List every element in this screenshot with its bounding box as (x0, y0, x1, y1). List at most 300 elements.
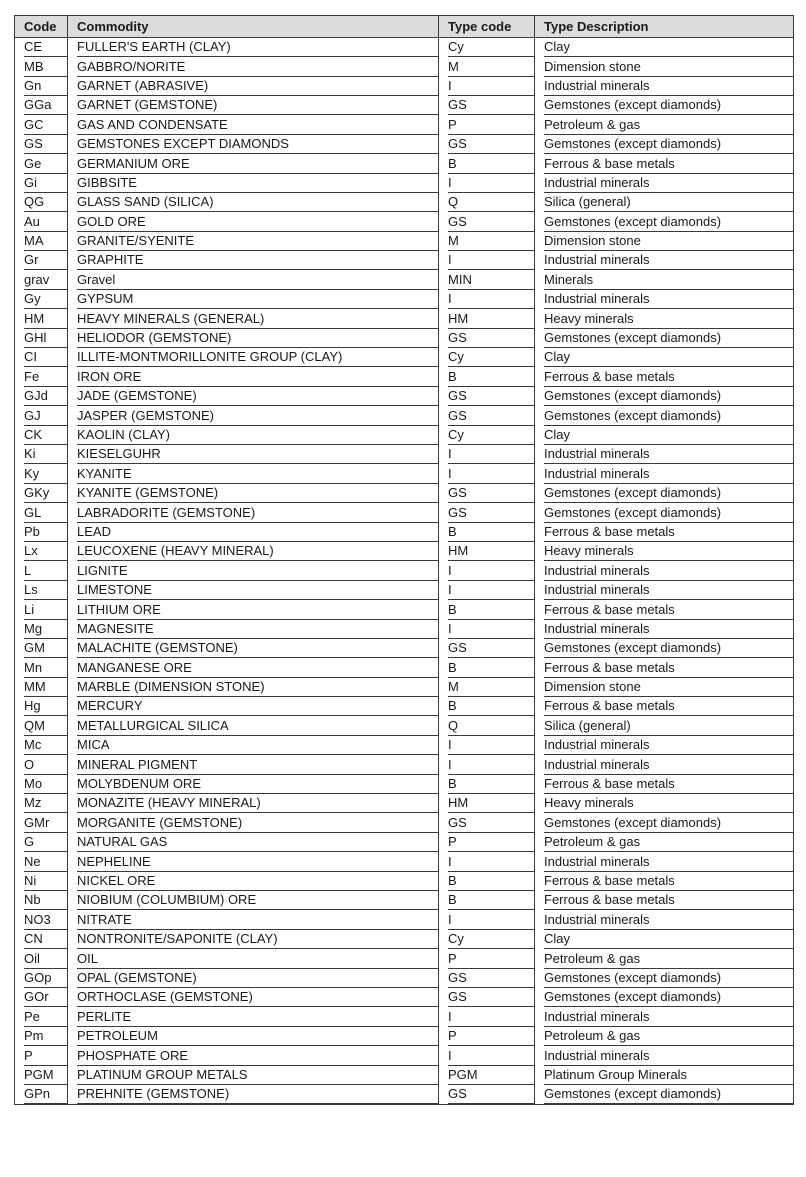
cell-type-code-text: GS (448, 96, 534, 115)
cell-commodity-text: IRON ORE (77, 368, 438, 387)
table-row (15, 600, 794, 619)
cell-type-description-text: Dimension stone (544, 232, 793, 251)
cell-code-text: CE (24, 38, 67, 57)
cell-type-code-text: GS (448, 639, 534, 658)
table-row (15, 484, 794, 503)
cell-type-code (439, 600, 535, 619)
cell-type-code (439, 736, 535, 755)
cell-type-code (439, 77, 535, 96)
cell-code-text: Gi (24, 174, 67, 193)
cell-type-code (439, 969, 535, 988)
cell-commodity (68, 639, 439, 658)
cell-code (15, 736, 68, 755)
cell-type-description-text: Industrial minerals (544, 1047, 793, 1066)
cell-code-text: CK (24, 426, 67, 445)
cell-type-code (439, 213, 535, 232)
cell-type-description-text: Ferrous & base metals (544, 775, 793, 794)
cell-commodity-text: MARBLE (DIMENSION STONE) (77, 678, 438, 697)
cell-type-description-text: Clay (544, 426, 793, 445)
cell-type-code-text: B (448, 659, 534, 678)
table-row (15, 329, 794, 348)
cell-commodity (68, 38, 439, 58)
cell-code (15, 135, 68, 154)
cell-code-text: NO3 (24, 911, 67, 930)
cell-type-code (439, 678, 535, 697)
cell-type-code-text: GS (448, 969, 534, 988)
cell-code-text: GS (24, 135, 67, 154)
cell-code-text: Gn (24, 77, 67, 96)
table-row (15, 251, 794, 270)
cell-commodity (68, 1027, 439, 1046)
cell-commodity-text: LEAD (77, 523, 438, 542)
cell-type-code-text: GS (448, 387, 534, 406)
cell-type-description-text: Dimension stone (544, 58, 793, 77)
cell-commodity (68, 290, 439, 309)
cell-type-code (439, 794, 535, 813)
cell-type-code-text: B (448, 891, 534, 910)
table-row (15, 96, 794, 115)
cell-commodity (68, 426, 439, 445)
cell-code-text: MA (24, 232, 67, 251)
table-row (15, 77, 794, 96)
cell-type-code-text: I (448, 465, 534, 484)
cell-type-description-text: Industrial minerals (544, 445, 793, 464)
cell-type-description (535, 348, 794, 367)
cell-type-description (535, 387, 794, 406)
cell-commodity (68, 368, 439, 387)
cell-code (15, 38, 68, 58)
cell-code-text: HM (24, 310, 67, 329)
cell-commodity-text: GEMSTONES EXCEPT DIAMONDS (77, 135, 438, 154)
cell-code (15, 1085, 68, 1105)
cell-type-code-text: PGM (448, 1066, 534, 1085)
cell-type-code (439, 445, 535, 464)
cell-type-description (535, 213, 794, 232)
cell-type-code-text: Cy (448, 38, 534, 57)
cell-type-code (439, 406, 535, 425)
cell-type-description-text: Gemstones (except diamonds) (544, 484, 793, 503)
table-row (15, 852, 794, 871)
cell-commodity-text: ILLITE-MONTMORILLONITE GROUP (CLAY) (77, 348, 438, 367)
cell-commodity-text: JASPER (GEMSTONE) (77, 407, 438, 426)
cell-type-description (535, 445, 794, 464)
cell-type-description (535, 988, 794, 1007)
cell-commodity (68, 57, 439, 76)
cell-type-code-text: GS (448, 1085, 534, 1104)
cell-type-description-text: Gemstones (except diamonds) (544, 988, 793, 1007)
cell-type-code-text: I (448, 251, 534, 270)
cell-type-code-text: M (448, 678, 534, 697)
cell-commodity-text: GOLD ORE (77, 213, 438, 232)
cell-type-description-text: Heavy minerals (544, 310, 793, 329)
cell-type-description (535, 251, 794, 270)
header-row (15, 16, 794, 38)
cell-commodity-text: MERCURY (77, 697, 438, 716)
cell-commodity (68, 154, 439, 173)
cell-commodity-text: PERLITE (77, 1008, 438, 1027)
cell-code-text: GOp (24, 969, 67, 988)
table-row (15, 775, 794, 794)
cell-commodity-text: MONAZITE (HEAVY MINERAL) (77, 794, 438, 813)
cell-type-code (439, 833, 535, 852)
cell-type-description (535, 949, 794, 968)
cell-type-code-text: B (448, 775, 534, 794)
table-row (15, 1008, 794, 1027)
cell-type-code-text: B (448, 601, 534, 620)
cell-type-code (439, 949, 535, 968)
cell-commodity-text: NONTRONITE/SAPONITE (CLAY) (77, 930, 438, 949)
cell-type-description (535, 600, 794, 619)
table-row (15, 678, 794, 697)
cell-commodity (68, 1085, 439, 1105)
cell-commodity (68, 542, 439, 561)
cell-commodity (68, 465, 439, 484)
cell-commodity-text: NIOBIUM (COLUMBIUM) ORE (77, 891, 438, 910)
cell-code (15, 949, 68, 968)
cell-code-text: P (24, 1047, 67, 1066)
cell-type-description-text: Heavy minerals (544, 794, 793, 813)
cell-type-code-text: B (448, 368, 534, 387)
cell-code-text: Ge (24, 155, 67, 174)
cell-type-code (439, 503, 535, 522)
cell-code-text: GHl (24, 329, 67, 348)
cell-commodity (68, 387, 439, 406)
cell-code-text: Pm (24, 1027, 67, 1046)
cell-code-text: Li (24, 601, 67, 620)
table-row (15, 872, 794, 891)
cell-type-description-text: Industrial minerals (544, 736, 793, 755)
cell-code-text: GM (24, 639, 67, 658)
cell-code (15, 232, 68, 251)
cell-type-description (535, 1027, 794, 1046)
cell-commodity-text: GRAPHITE (77, 251, 438, 270)
cell-code (15, 1027, 68, 1046)
cell-code-text: Ni (24, 872, 67, 891)
cell-code (15, 794, 68, 813)
cell-code (15, 581, 68, 600)
cell-type-code (439, 523, 535, 542)
cell-commodity (68, 697, 439, 716)
cell-type-description (535, 77, 794, 96)
cell-type-description (535, 96, 794, 115)
cell-commodity-text: OIL (77, 950, 438, 969)
cell-commodity-text: GERMANIUM ORE (77, 155, 438, 174)
cell-code-text: L (24, 562, 67, 581)
cell-type-description-text: Ferrous & base metals (544, 523, 793, 542)
cell-code-text: Gr (24, 251, 67, 270)
cell-commodity (68, 406, 439, 425)
cell-type-code (439, 872, 535, 891)
cell-type-description-text: Gemstones (except diamonds) (544, 407, 793, 426)
cell-commodity (68, 581, 439, 600)
cell-type-description (535, 833, 794, 852)
cell-code (15, 852, 68, 871)
cell-code (15, 542, 68, 561)
cell-commodity-text: LITHIUM ORE (77, 601, 438, 620)
cell-code-text: Mo (24, 775, 67, 794)
cell-commodity (68, 600, 439, 619)
cell-type-description (535, 193, 794, 212)
cell-code (15, 154, 68, 173)
cell-code-text: MM (24, 678, 67, 697)
cell-code-text: O (24, 756, 67, 775)
cell-commodity-text: FULLER'S EARTH (CLAY) (77, 38, 438, 57)
table-row (15, 833, 794, 852)
cell-code-text: Gy (24, 290, 67, 309)
cell-commodity (68, 232, 439, 251)
cell-code-text: Mg (24, 620, 67, 639)
cell-code-text: GMr (24, 814, 67, 833)
cell-type-code-text: HM (448, 542, 534, 561)
cell-code-text: CI (24, 348, 67, 367)
header-type-description: Type Description (535, 16, 794, 38)
cell-type-description (535, 872, 794, 891)
cell-type-description-text: Silica (general) (544, 717, 793, 736)
cell-type-description-text: Minerals (544, 271, 793, 290)
cell-type-code (439, 271, 535, 290)
cell-type-code-text: B (448, 523, 534, 542)
table-row (15, 969, 794, 988)
cell-type-description (535, 523, 794, 542)
cell-code-text: Pe (24, 1008, 67, 1027)
cell-commodity-text: GYPSUM (77, 290, 438, 309)
cell-commodity (68, 503, 439, 522)
cell-type-description (535, 329, 794, 348)
cell-type-code-text: I (448, 445, 534, 464)
cell-code (15, 426, 68, 445)
cell-type-code (439, 309, 535, 328)
cell-type-code (439, 174, 535, 193)
cell-code (15, 1066, 68, 1085)
cell-type-description (535, 426, 794, 445)
cell-type-description-text: Gemstones (except diamonds) (544, 96, 793, 115)
table-row (15, 116, 794, 135)
cell-type-description-text: Gemstones (except diamonds) (544, 504, 793, 523)
cell-type-description (535, 562, 794, 581)
cell-code (15, 755, 68, 774)
cell-code-text: QM (24, 717, 67, 736)
cell-type-description-text: Industrial minerals (544, 77, 793, 96)
table-row (15, 445, 794, 464)
cell-type-code-text: I (448, 756, 534, 775)
cell-code-text: Ne (24, 853, 67, 872)
cell-type-description (535, 736, 794, 755)
table-row (15, 988, 794, 1007)
cell-type-description-text: Platinum Group Minerals (544, 1066, 793, 1085)
cell-type-description-text: Silica (general) (544, 193, 793, 212)
cell-code (15, 96, 68, 115)
cell-type-code-text: I (448, 911, 534, 930)
cell-type-description-text: Gemstones (except diamonds) (544, 639, 793, 658)
cell-code-text: Hg (24, 697, 67, 716)
cell-type-description (535, 542, 794, 561)
cell-commodity (68, 1008, 439, 1027)
cell-type-code-text: MIN (448, 271, 534, 290)
cell-commodity (68, 891, 439, 910)
cell-type-code-text: GS (448, 213, 534, 232)
cell-code (15, 465, 68, 484)
cell-code (15, 271, 68, 290)
cell-type-code (439, 1027, 535, 1046)
cell-type-description (535, 135, 794, 154)
cell-type-description (535, 697, 794, 716)
table-row (15, 891, 794, 910)
cell-type-description-text: Gemstones (except diamonds) (544, 1085, 793, 1104)
cell-commodity (68, 833, 439, 852)
cell-type-description (535, 678, 794, 697)
cell-commodity-text: LABRADORITE (GEMSTONE) (77, 504, 438, 523)
cell-code-text: MB (24, 58, 67, 77)
cell-commodity-text: PREHNITE (GEMSTONE) (77, 1085, 438, 1104)
cell-code-text: Pb (24, 523, 67, 542)
cell-type-code-text: I (448, 1047, 534, 1066)
cell-type-description (535, 290, 794, 309)
cell-code (15, 600, 68, 619)
cell-type-description-text: Ferrous & base metals (544, 601, 793, 620)
table-row (15, 659, 794, 678)
cell-type-description (535, 116, 794, 135)
cell-type-description (535, 930, 794, 949)
cell-type-description-text: Ferrous & base metals (544, 891, 793, 910)
cell-type-code-text: GS (448, 988, 534, 1007)
cell-commodity-text: KYANITE (77, 465, 438, 484)
cell-type-description (535, 814, 794, 833)
cell-commodity (68, 775, 439, 794)
cell-type-code (439, 348, 535, 367)
table-row (15, 135, 794, 154)
cell-code-text: G (24, 833, 67, 852)
cell-commodity-text: KYANITE (GEMSTONE) (77, 484, 438, 503)
cell-type-description (535, 969, 794, 988)
table-row (15, 639, 794, 658)
cell-type-code-text: I (448, 581, 534, 600)
cell-commodity-text: MOLYBDENUM ORE (77, 775, 438, 794)
table-row (15, 38, 794, 58)
cell-type-description (535, 1085, 794, 1105)
cell-type-code-text: M (448, 58, 534, 77)
cell-type-description-text: Gemstones (except diamonds) (544, 814, 793, 833)
cell-type-description (535, 717, 794, 736)
table-row (15, 387, 794, 406)
cell-type-code-text: P (448, 833, 534, 852)
header-commodity: Commodity (68, 16, 439, 38)
table-row (15, 213, 794, 232)
cell-code (15, 329, 68, 348)
cell-type-code-text: GS (448, 504, 534, 523)
cell-type-code-text: I (448, 853, 534, 872)
cell-code-text: Mc (24, 736, 67, 755)
cell-type-code (439, 290, 535, 309)
cell-commodity (68, 852, 439, 871)
cell-type-code (439, 639, 535, 658)
cell-type-description-text: Gemstones (except diamonds) (544, 213, 793, 232)
table-row (15, 620, 794, 639)
table-body (15, 38, 794, 1105)
cell-code (15, 116, 68, 135)
cell-code (15, 562, 68, 581)
cell-code-text: GPn (24, 1085, 67, 1104)
cell-type-description (535, 465, 794, 484)
cell-commodity-text: MORGANITE (GEMSTONE) (77, 814, 438, 833)
cell-type-code-text: I (448, 174, 534, 193)
cell-type-description-text: Industrial minerals (544, 174, 793, 193)
cell-type-code (439, 426, 535, 445)
table-row (15, 503, 794, 522)
cell-commodity-text: GARNET (ABRASIVE) (77, 77, 438, 96)
cell-code (15, 251, 68, 270)
cell-type-description-text: Industrial minerals (544, 290, 793, 309)
cell-code (15, 290, 68, 309)
cell-code (15, 911, 68, 930)
cell-code-text: PGM (24, 1066, 67, 1085)
table-row (15, 426, 794, 445)
cell-type-description-text: Industrial minerals (544, 251, 793, 270)
cell-type-code (439, 329, 535, 348)
cell-type-description-text: Petroleum & gas (544, 833, 793, 852)
cell-code-text: GKy (24, 484, 67, 503)
cell-commodity-text: LEUCOXENE (HEAVY MINERAL) (77, 542, 438, 561)
cell-type-description (535, 174, 794, 193)
cell-type-code-text: P (448, 116, 534, 135)
cell-code-text: Oil (24, 950, 67, 969)
cell-commodity-text: MINERAL PIGMENT (77, 756, 438, 775)
cell-type-code (439, 387, 535, 406)
cell-type-code (439, 1046, 535, 1065)
table-row (15, 290, 794, 309)
cell-type-code-text: I (448, 562, 534, 581)
cell-commodity (68, 271, 439, 290)
cell-type-code-text: Q (448, 717, 534, 736)
cell-type-description-text: Ferrous & base metals (544, 872, 793, 891)
cell-type-description (535, 271, 794, 290)
cell-type-code-text: GS (448, 814, 534, 833)
cell-code-text: Nb (24, 891, 67, 910)
cell-code-text: Fe (24, 368, 67, 387)
cell-type-code-text: P (448, 1027, 534, 1046)
cell-commodity (68, 1066, 439, 1085)
cell-commodity (68, 988, 439, 1007)
cell-type-description-text: Petroleum & gas (544, 950, 793, 969)
cell-commodity (68, 135, 439, 154)
cell-type-description-text: Industrial minerals (544, 620, 793, 639)
cell-code (15, 523, 68, 542)
cell-type-description (535, 794, 794, 813)
cell-commodity (68, 309, 439, 328)
table-row (15, 271, 794, 290)
cell-type-code (439, 755, 535, 774)
cell-code-text: Ky (24, 465, 67, 484)
cell-type-code (439, 1085, 535, 1105)
cell-code (15, 174, 68, 193)
cell-type-code (439, 620, 535, 639)
cell-code-text: Ki (24, 445, 67, 464)
cell-commodity-text: GABBRO/NORITE (77, 58, 438, 77)
cell-code-text: GGa (24, 96, 67, 115)
table-row (15, 523, 794, 542)
table-row (15, 697, 794, 716)
cell-type-code (439, 911, 535, 930)
cell-type-description (535, 1066, 794, 1085)
cell-type-code (439, 116, 535, 135)
cell-type-code (439, 1008, 535, 1027)
cell-commodity-text: KIESELGUHR (77, 445, 438, 464)
cell-commodity-text: PLATINUM GROUP METALS (77, 1066, 438, 1085)
cell-commodity-text: JADE (GEMSTONE) (77, 387, 438, 406)
cell-commodity-text: NITRATE (77, 911, 438, 930)
cell-code-text: GJ (24, 407, 67, 426)
table-row (15, 794, 794, 813)
cell-type-code (439, 581, 535, 600)
